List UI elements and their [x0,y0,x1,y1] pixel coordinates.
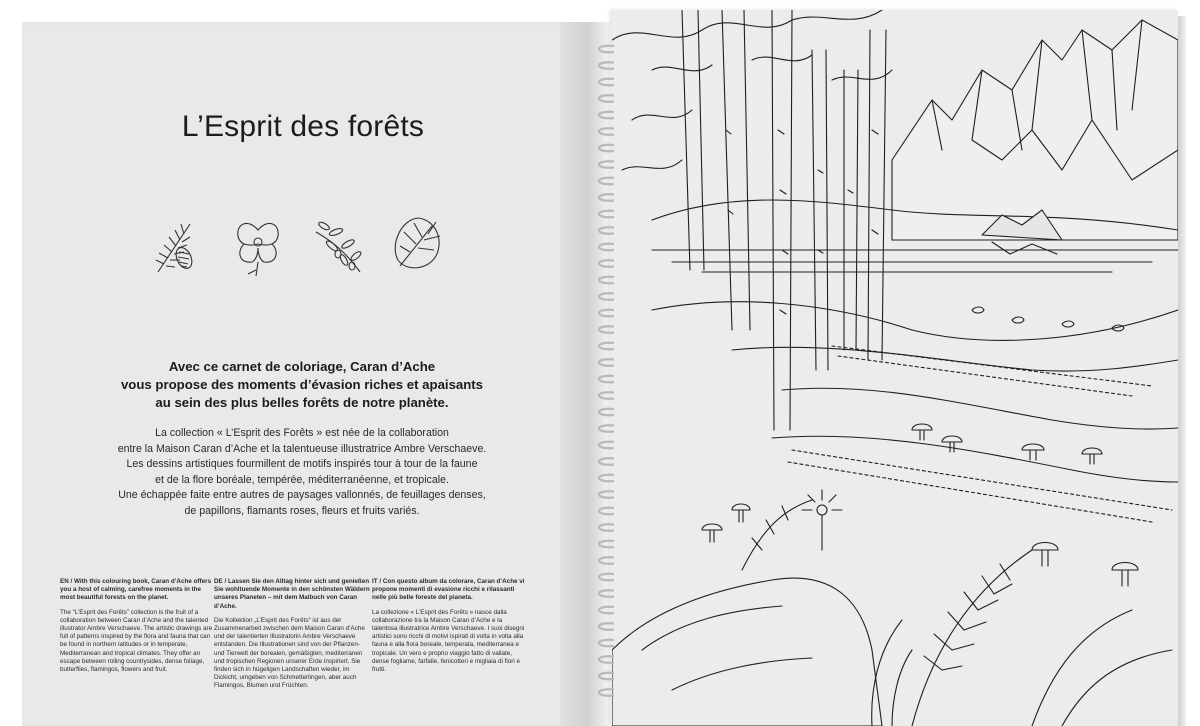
lead-line: vous propose des moments d’évasion riches et apaisants [120,377,484,392]
spiral-ring [599,326,614,333]
spiral-ring [599,508,614,515]
english-body: The “L’Esprit des Forêts” collection is the fruit of a collaboration between Caran d’Ache and the talented illustrator Ambre Verschaeve. The artistic drawings are full of patterns inspired by the flora and fauna that can be found in northern latitudes or in temperate, Mediterranean and tropical climates. They offer an escape between rolling countrysides, dense foliage, butterflies, flamingos, flowers and fruit. [60,608,213,674]
spiral-ring [599,128,614,135]
body-line: La collection « L’Esprit des Forêts » est née de la collaboration [155,427,449,439]
italian-body: La collezione « L’Esprit des Forêts » nasce dalla collaborazione tra la Maison Caran d’Ache e la talentosa illustratrice Ambre Verschaeve. I suoi disegni artistici sono ricchi di motivi ispirati di volta in volta alla fauna e alla flora boreale, temperata, mediterranea e tropicale. Un vero e proprio viaggio fatto di vallate, dense fogliame, farfalle, fenicotteri e migliaia di fiori e frutti. [372,608,525,674]
spiral-ring [599,145,614,152]
monstera-leaf-icon [390,210,446,280]
spiral-ring [599,442,614,449]
italian-heading: IT / Con questo album da colorare, Caran d’Ache vi propone momenti di evasione ricchi e rilassanti nelle più belle foreste del pianeta. [372,578,525,602]
spiral-ring [599,409,614,416]
magnolia-flower-icon [230,210,286,280]
spiral-ring [599,491,614,498]
spiral-ring [599,194,614,201]
lead-line: Avec ce carnet de coloriage, Caran d’Ache [168,359,436,374]
spiral-ring [599,376,614,383]
spiral-ring [599,458,614,465]
spiral-ring [599,541,614,548]
lead-paragraph [82,358,522,412]
spiral-ring [599,79,614,86]
spiral-ring [599,343,614,350]
english-heading: EN / With this colouring book, Caran d’Ache offers you a host of calming, carefree moments in the most beautiful forests on the planet. [60,578,212,602]
spiral-ring [599,293,614,300]
body-line: Les dessins artistiques fourmillent de motifs inspirés tour à tour de la faune [126,458,478,470]
body-line: entre la Maison Caran d’Ache et la talentueuse illustratrice Ambre Verschaeve. [117,442,487,455]
spiral-ring [599,227,614,234]
spiral-ring [599,524,614,531]
spiral-ring [599,425,614,432]
mushroom-group [702,424,1138,586]
pine-cone-icon [150,210,206,280]
spiral-ring [599,95,614,102]
italian-column [372,578,528,674]
spiral-ring [599,607,614,614]
body-paragraph [62,426,542,519]
spiral-ring [599,475,614,482]
spiral-binding [588,40,618,726]
spiral-ring [599,557,614,564]
body-line: Une échappée faite entre autres de paysages vallonnés, de feuillages denses, [118,489,486,501]
spiral-ring [599,62,614,69]
spiral-ring [599,244,614,251]
olive-branch-icon [310,210,366,280]
spiral-ring [599,392,614,399]
spiral-ring [599,656,614,663]
spiral-ring [599,277,614,284]
left-page [22,22,584,726]
german-column [214,578,370,691]
page-title: L’Esprit des forêts [181,110,425,143]
spiral-ring [599,623,614,630]
spiral-ring [599,640,614,647]
spiral-ring [599,574,614,581]
spiral-ring [599,178,614,185]
body-line: de papillons, flamants roses, fleurs et fruits variés. [184,504,420,517]
spiral-ring [599,46,614,53]
body-line: et de la flore boréale, tempérée, méditerranéenne, et tropicale. [155,473,449,486]
botanical-icons-row [150,210,450,290]
spiral-ring [599,112,614,119]
spiral-ring [599,310,614,317]
spiral-ring [599,590,614,597]
german-heading: DE / Lassen Sie den Alltag hinter sich und genießen Sie wohltuende Momente in den schönsten Wäldern unseres Planeten – mit dem Malbuch von Caran d’Ache. [214,578,370,610]
forest-coloring-illustration [612,10,1178,726]
lead-line: au sein des plus belles forêts de notre planète. [155,395,449,410]
spiral-ring [599,211,614,218]
english-column [60,578,216,674]
spiral-ring [599,359,614,366]
spiral-ring [599,260,614,267]
right-page [612,10,1178,726]
german-body: Die Kollektion „L’Esprit des Forêts“ ist aus der Zusammenarbeit zwischen dem Maison Caran d’Ache und der talentierten Illustratorin Ambre Verschaeve entstanden. Die Illustrationen sind von der Pflanzen- und Tierwelt der borealen, gemäßigten, mediterranen und tropischen Regionen unserer Erde inspiriert. Sie finden sich in hügeligen Landschaften wieder, im Dickicht, umgeben von Schmetterlingen, aber auch Flamingos, Blumen und Früchten. [214,616,365,690]
spiral-ring [599,673,614,680]
spiral-ring [599,161,614,168]
spiral-ring [599,689,614,696]
